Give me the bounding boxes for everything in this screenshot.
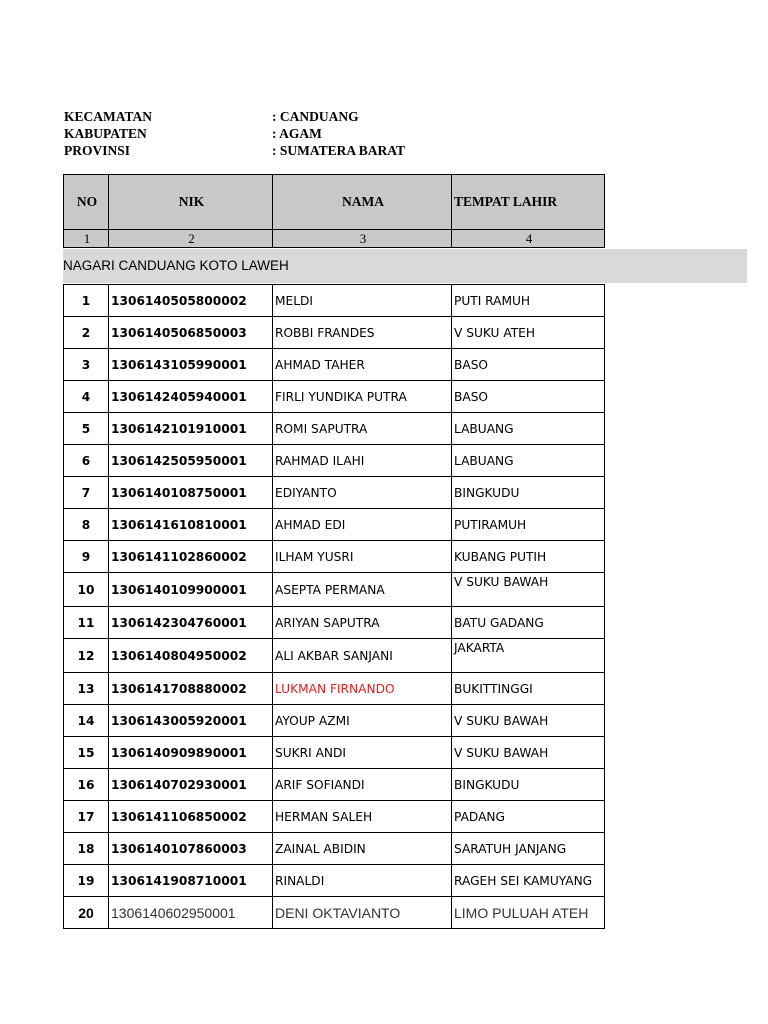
column-header-no: NO — [64, 175, 109, 230]
row-number-cell: 3 — [64, 349, 109, 381]
nik-cell: 1306141708880002 — [109, 673, 273, 705]
nama-cell: DENI OKTAVIANTO — [273, 897, 452, 929]
tempat-lahir-cell: V SUKU BAWAH — [452, 705, 605, 737]
section-title-nagari: NAGARI CANDUANG KOTO LAWEH — [63, 249, 747, 283]
table-row — [64, 897, 605, 929]
kabupaten-value: : AGAM — [272, 126, 322, 141]
row-number-cell: 7 — [64, 477, 109, 509]
tempat-lahir-cell: KUBANG PUTIH — [452, 541, 605, 573]
tempat-lahir-cell: BATU GADANG — [452, 607, 605, 639]
nik-cell: 1306141106850002 — [109, 801, 273, 833]
tempat-lahir-cell: V SUKU BAWAH — [452, 737, 605, 769]
nik-cell: 1306142405940001 — [109, 381, 273, 413]
table-header — [63, 174, 605, 248]
provinsi-value: : SUMATERA BARAT — [272, 143, 406, 158]
tempat-lahir-cell: BASO — [452, 349, 605, 381]
column-number: 3 — [273, 230, 452, 248]
nik-cell: 1306141908710001 — [109, 865, 273, 897]
kabupaten-label: KABUPATEN — [64, 126, 147, 141]
row-number-cell: 14 — [64, 705, 109, 737]
nik-cell: 1306140602950001 — [109, 897, 273, 929]
table-row — [64, 477, 605, 509]
table-row — [64, 769, 605, 801]
kabupaten-row — [64, 125, 405, 142]
table-row — [64, 673, 605, 705]
column-number-row — [64, 230, 605, 248]
nama-cell: LUKMAN FIRNANDO — [273, 673, 452, 705]
table-row — [64, 639, 605, 673]
column-header-row — [64, 175, 605, 230]
kecamatan-value: : CANDUANG — [272, 109, 359, 124]
nik-cell: 1306140109900001 — [109, 573, 273, 607]
nik-cell: 1306142101910001 — [109, 413, 273, 445]
nik-cell: 1306140909890001 — [109, 737, 273, 769]
row-number-cell: 15 — [64, 737, 109, 769]
column-number: 1 — [64, 230, 109, 248]
nik-cell: 1306142505950001 — [109, 445, 273, 477]
row-number-cell: 4 — [64, 381, 109, 413]
nama-cell: ROMI SAPUTRA — [273, 413, 452, 445]
table-row — [64, 737, 605, 769]
row-number-cell: 8 — [64, 509, 109, 541]
nama-cell: ARIYAN SAPUTRA — [273, 607, 452, 639]
tempat-lahir-cell: BINGKUDU — [452, 769, 605, 801]
nik-cell: 1306140107860003 — [109, 833, 273, 865]
tempat-lahir-cell: LABUANG — [452, 445, 605, 477]
nama-cell: SUKRI ANDI — [273, 737, 452, 769]
nama-cell: ZAINAL ABIDIN — [273, 833, 452, 865]
nama-cell: AYOUP AZMI — [273, 705, 452, 737]
nama-cell: EDIYANTO — [273, 477, 452, 509]
nama-cell: ARIF SOFIANDI — [273, 769, 452, 801]
row-number-cell: 5 — [64, 413, 109, 445]
tempat-lahir-cell: V SUKU BAWAH — [452, 573, 605, 607]
table-row — [64, 833, 605, 865]
row-number-cell: 2 — [64, 317, 109, 349]
tempat-lahir-cell: JAKARTA — [452, 639, 605, 673]
kecamatan-row — [64, 108, 405, 125]
nik-cell: 1306140804950002 — [109, 639, 273, 673]
nama-cell: FIRLI YUNDIKA PUTRA — [273, 381, 452, 413]
tempat-lahir-cell: PUTIRAMUH — [452, 509, 605, 541]
nama-cell: MELDI — [273, 285, 452, 317]
row-number-cell: 12 — [64, 639, 109, 673]
column-number: 4 — [452, 230, 605, 248]
table-row — [64, 317, 605, 349]
nama-cell: AHMAD EDI — [273, 509, 452, 541]
nama-cell: RINALDI — [273, 865, 452, 897]
document-header — [64, 108, 405, 159]
tempat-lahir-cell: LIMO PULUAH ATEH — [452, 897, 605, 929]
tempat-lahir-cell: SARATUH JANJANG — [452, 833, 605, 865]
provinsi-label: PROVINSI — [64, 143, 131, 158]
nik-cell: 1306140506850003 — [109, 317, 273, 349]
row-number-cell: 19 — [64, 865, 109, 897]
tempat-lahir-cell: BASO — [452, 381, 605, 413]
nik-cell: 1306140702930001 — [109, 769, 273, 801]
column-header-nama: NAMA — [273, 175, 452, 230]
table-row — [64, 607, 605, 639]
row-number-cell: 9 — [64, 541, 109, 573]
nik-cell: 1306142304760001 — [109, 607, 273, 639]
nik-cell: 1306141102860002 — [109, 541, 273, 573]
table-row — [64, 705, 605, 737]
row-number-cell: 20 — [64, 897, 109, 929]
nama-cell: HERMAN SALEH — [273, 801, 452, 833]
nik-cell: 1306143105990001 — [109, 349, 273, 381]
nama-cell: ILHAM YUSRI — [273, 541, 452, 573]
data-table — [63, 284, 605, 929]
nik-cell: 1306140108750001 — [109, 477, 273, 509]
tempat-lahir-cell: BINGKUDU — [452, 477, 605, 509]
row-number-cell: 10 — [64, 573, 109, 607]
table-row — [64, 381, 605, 413]
tempat-lahir-cell: V SUKU ATEH — [452, 317, 605, 349]
nama-cell: ASEPTA PERMANA — [273, 573, 452, 607]
table-row — [64, 865, 605, 897]
column-header-nik: NIK — [109, 175, 273, 230]
tempat-lahir-cell: BUKITTINGGI — [452, 673, 605, 705]
table-row — [64, 509, 605, 541]
table-row — [64, 445, 605, 477]
row-number-cell: 6 — [64, 445, 109, 477]
nama-cell: ROBBI FRANDES — [273, 317, 452, 349]
table-row — [64, 285, 605, 317]
nama-cell: RAHMAD ILAHI — [273, 445, 452, 477]
tempat-lahir-cell: LABUANG — [452, 413, 605, 445]
row-number-cell: 17 — [64, 801, 109, 833]
column-header-tempat-lahir: TEMPAT LAHIR — [452, 175, 605, 230]
row-number-cell: 11 — [64, 607, 109, 639]
table-row — [64, 801, 605, 833]
nama-cell: ALI AKBAR SANJANI — [273, 639, 452, 673]
provinsi-row — [64, 142, 405, 159]
column-number: 2 — [109, 230, 273, 248]
tempat-lahir-cell: PADANG — [452, 801, 605, 833]
nik-cell: 1306143005920001 — [109, 705, 273, 737]
table-row — [64, 349, 605, 381]
row-number-cell: 1 — [64, 285, 109, 317]
kecamatan-label: KECAMATAN — [64, 109, 152, 124]
nik-cell: 1306141610810001 — [109, 509, 273, 541]
tempat-lahir-cell: PUTI RAMUH — [452, 285, 605, 317]
table-row — [64, 413, 605, 445]
nik-cell: 1306140505800002 — [109, 285, 273, 317]
row-number-cell: 16 — [64, 769, 109, 801]
row-number-cell: 13 — [64, 673, 109, 705]
row-number-cell: 18 — [64, 833, 109, 865]
table-row — [64, 541, 605, 573]
nama-cell: AHMAD TAHER — [273, 349, 452, 381]
table-row — [64, 573, 605, 607]
tempat-lahir-cell: RAGEH SEI KAMUYANG — [452, 865, 605, 897]
